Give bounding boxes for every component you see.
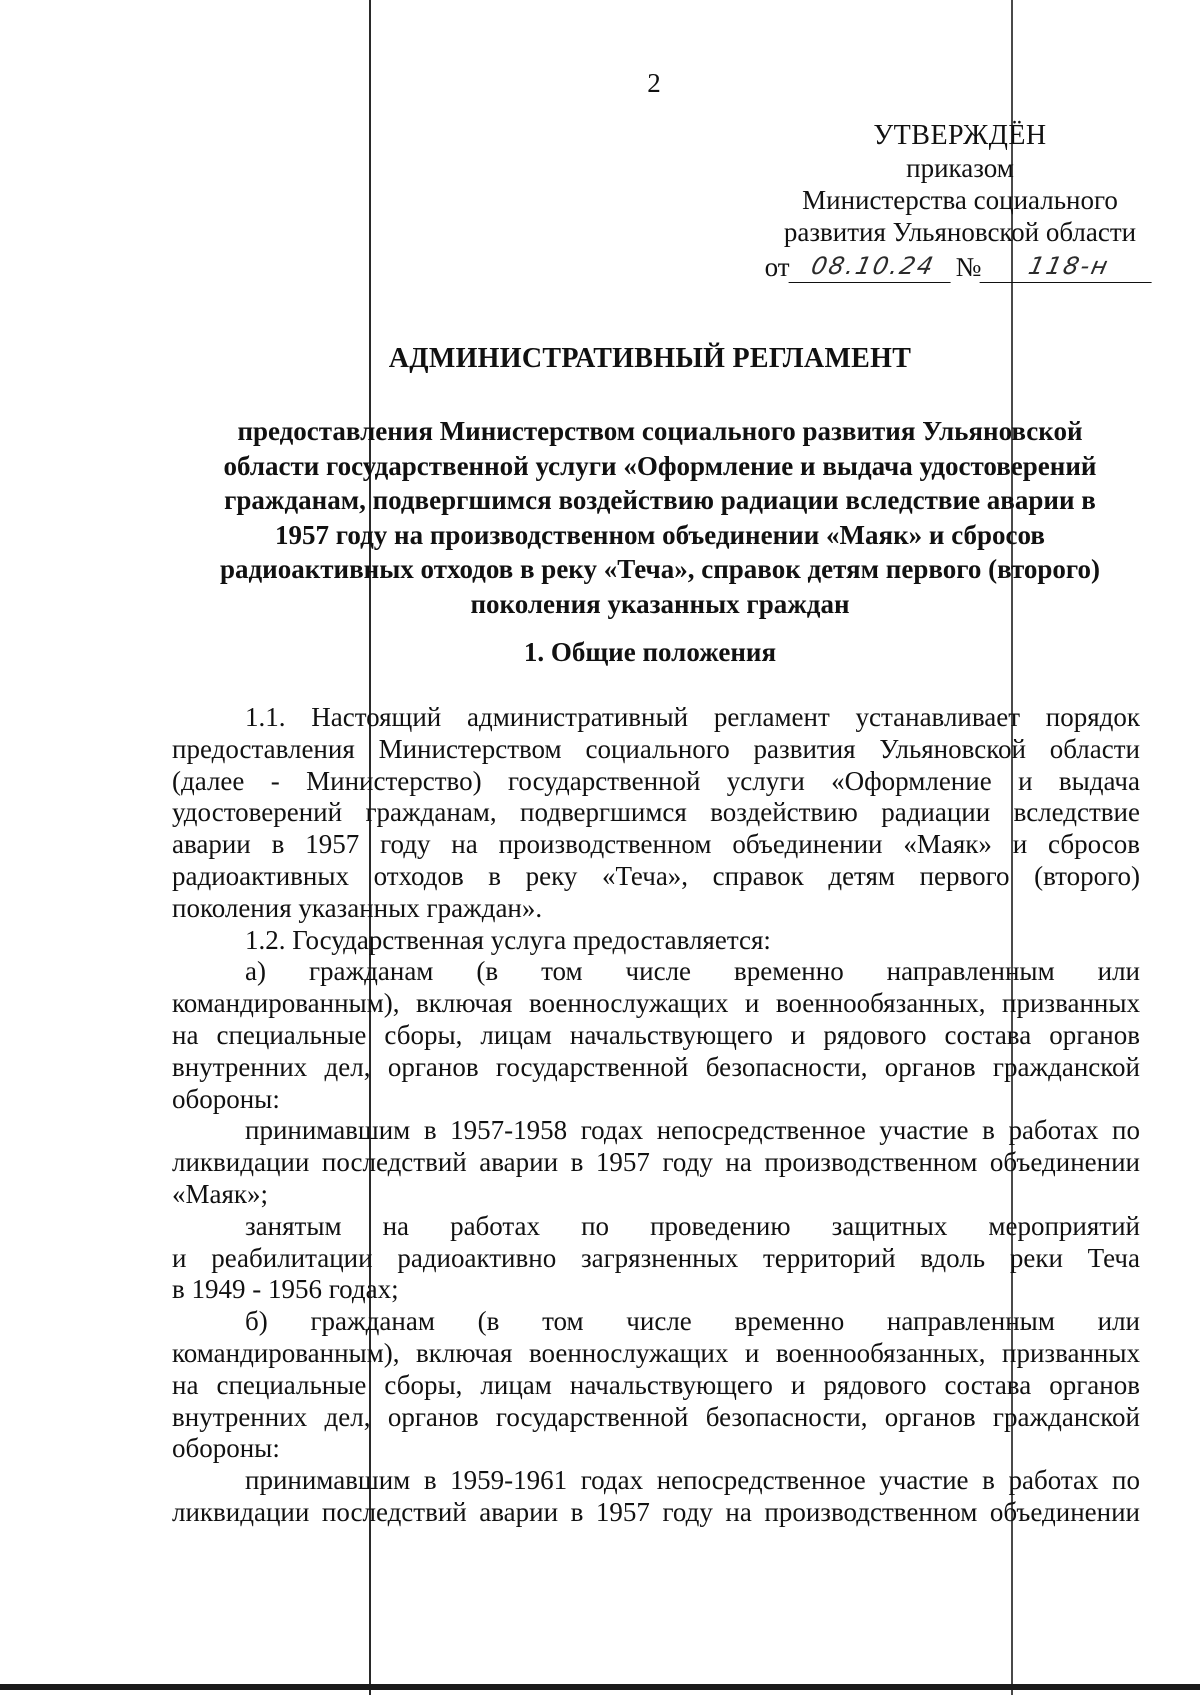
subtitle-line: предоставления Министерством социального развития Ульяновской <box>237 416 1083 446</box>
document-subtitle <box>185 414 1135 621</box>
body-line: ликвидации последствий аварии в 1957 году на производственном объединении <box>172 1147 1140 1178</box>
approval-date-number-row <box>710 250 1200 283</box>
body-text <box>172 702 1140 1529</box>
body-line: (далее - Министерство) государственной услуги «Оформление и выдача <box>172 765 1140 796</box>
body-line: принимавшим в 1957-1958 годах непосредственное участие в работах по <box>245 1115 1140 1146</box>
number-prefix: № <box>955 252 982 282</box>
approval-line-region: развития Ульяновской области <box>783 217 1137 247</box>
body-line: радиоактивных отходов в реку «Теча», справок детям первого (второго) <box>172 860 1140 891</box>
body-line: принимавшим в 1959-1961 годах непосредственное участие в работах по <box>245 1465 1140 1496</box>
body-line: обороны: <box>172 1083 280 1114</box>
document-title: АДМИНИСТРАТИВНЫЙ РЕГЛАМЕНТ <box>388 343 912 374</box>
date-prefix: от <box>764 252 790 282</box>
subtitle-line: 1957 году на производственном объединении «Маяк» и сбросов <box>275 519 1045 550</box>
approval-line-ministry: Министерства социального <box>802 185 1118 215</box>
body-line: внутренних дел, органов государственной безопасности, органов гражданской <box>172 1051 1140 1082</box>
handwritten-date: 08.10.24 <box>788 250 957 283</box>
body-line: обороны: <box>172 1433 280 1464</box>
subtitle-line: поколения указанных граждан <box>470 588 850 619</box>
body-line: и реабилитации радиоактивно загрязненных территорий вдоль реки Теча <box>172 1242 1140 1273</box>
body-line: на специальные сборы, лицам начальствующего и рядового состава органов <box>172 1019 1140 1050</box>
body-line: 1.2. Государственная услуга предоставляется: <box>245 924 771 955</box>
page-number: 2 <box>647 68 661 98</box>
subtitle-line: гражданам, подвергшимся воздействию радиации вследствие аварии в <box>224 485 1096 515</box>
body-line: а) гражданам (в том числе временно направленным или <box>245 956 1140 987</box>
body-line: в 1949 - 1956 годах; <box>172 1274 399 1305</box>
body-line: командированным), включая военнослужащих и военнообязанных, призванных <box>172 1337 1140 1368</box>
body-line: командированным), включая военнослужащих и военнообязанных, призванных <box>172 988 1140 1019</box>
subtitle-line: области государственной услуги «Оформление и выдача удостоверений <box>223 450 1097 481</box>
body-line: удостоверений гражданам, подвергшимся воздействию радиации вследствие <box>172 797 1140 828</box>
body-line: занятым на работах по проведению защитных мероприятий <box>245 1210 1140 1241</box>
handwritten-order-number: 118-н <box>980 250 1159 283</box>
body-line: внутренних дел, органов государственной безопасности, органов гражданской <box>172 1401 1140 1432</box>
approval-stamp: УТВЕРЖДЁН <box>873 120 1047 151</box>
section-heading: 1. Общие положения <box>523 637 777 667</box>
body-line: предоставления Министерством социального развития Ульяновской области <box>172 733 1140 764</box>
body-line: б) гражданам (в том числе временно направленным или <box>245 1306 1140 1337</box>
body-line: аварии в 1957 году на производственном объединении «Маяк» и сбросов <box>172 829 1140 860</box>
body-line: «Маяк»; <box>172 1178 269 1209</box>
body-line: на специальные сборы, лицам начальствующего и рядового состава органов <box>172 1369 1140 1400</box>
scan-artifact-line-bottom <box>0 1684 1200 1690</box>
approval-line-order: приказом <box>906 153 1014 183</box>
body-line: 1.1. Настоящий административный регламент устанавливает порядок <box>245 702 1140 732</box>
subtitle-line: радиоактивных отходов в реку «Теча», справок детям первого (второго) <box>219 554 1101 584</box>
body-line: поколения указанных граждан». <box>172 892 543 923</box>
body-line: ликвидации последствий аварии в 1957 году на производственном объединении <box>172 1496 1140 1527</box>
approval-block <box>710 120 1200 283</box>
